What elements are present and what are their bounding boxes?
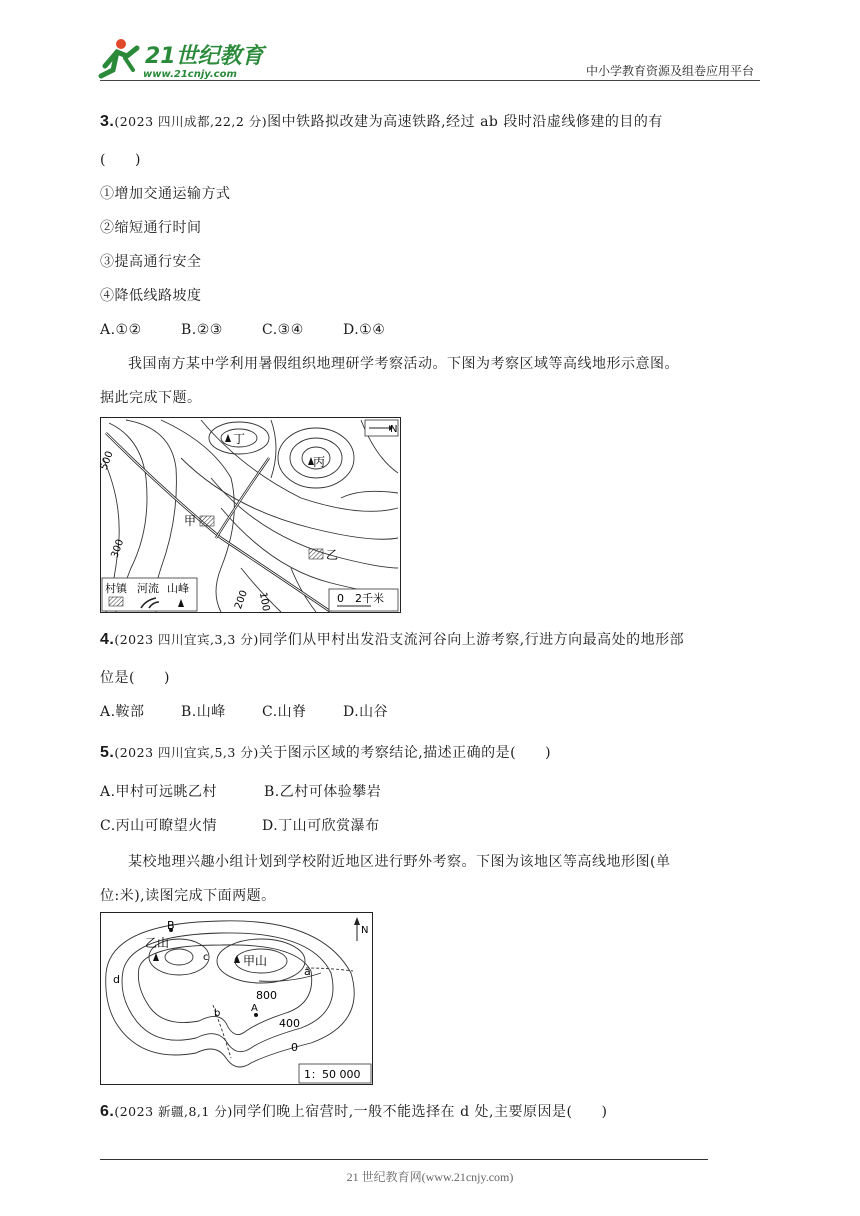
q3-source: (2023 四川成都,22,2 分) bbox=[114, 114, 268, 129]
north-label-1: N bbox=[390, 424, 398, 435]
header-platform-text: 中小学教育资源及组卷应用平台 bbox=[585, 64, 754, 78]
contour-800: 800 bbox=[256, 989, 277, 1002]
label-ding: 丁 bbox=[233, 432, 246, 446]
label-jia: 甲 bbox=[184, 514, 197, 528]
logo-url: www.21cnjy.com bbox=[143, 69, 237, 80]
q3-stem bbox=[100, 112, 663, 132]
q5-number: 5. bbox=[100, 744, 115, 761]
scale-2: 1：50 000 bbox=[304, 1068, 361, 1081]
intro1-line2: 据此完成下题。 bbox=[100, 390, 202, 406]
label-yi: 乙 bbox=[326, 548, 339, 562]
q3-option-c: C.③④ bbox=[262, 322, 304, 338]
q3-item-3: ③提高通行安全 bbox=[100, 254, 202, 270]
label-bing: 丙 bbox=[313, 455, 326, 469]
q6-stem-text: 同学们晚上宿营时,一般不能选择在 d 处,主要原因是( ) bbox=[232, 1104, 608, 1120]
q4-option-c: C.山脊 bbox=[262, 704, 307, 720]
contour-300: 300 bbox=[109, 537, 127, 560]
q4-number: 4. bbox=[100, 631, 115, 648]
q3-option-b: B.②③ bbox=[181, 322, 223, 338]
q5-option-c: C.丙山可瞭望火情 bbox=[100, 818, 218, 834]
q5-source: (2023 四川宜宾,5,3 分) bbox=[114, 745, 259, 760]
legend-village: 村镇 bbox=[105, 582, 127, 595]
header-divider bbox=[100, 80, 760, 81]
legend-village-icon bbox=[109, 597, 123, 606]
contour-map-1 bbox=[100, 417, 401, 613]
q5-option-d: D.丁山可欣赏瀑布 bbox=[262, 818, 380, 834]
contour-500: 500 bbox=[98, 449, 116, 472]
intro2-line2: 位:米),读图完成下面两题。 bbox=[100, 888, 276, 904]
q3-option-a: A.①② bbox=[100, 322, 142, 338]
footer-text: 21 世纪教育网(www.21cnjy.com) bbox=[346, 1170, 514, 1184]
intro2-line1: 某校地理兴趣小组计划到学校附近地区进行野外考察。下图为该地区等高线地形图(单 bbox=[128, 854, 671, 870]
village-yi-icon bbox=[309, 549, 323, 559]
q5-stem bbox=[100, 743, 551, 763]
label-a: a bbox=[304, 965, 311, 978]
q3-number: 3. bbox=[100, 113, 115, 130]
q3-item-1: ①增加交通运输方式 bbox=[100, 186, 231, 202]
peak-ding-icon bbox=[225, 434, 231, 442]
q6-source: (2023 新疆,8,1 分) bbox=[114, 1104, 233, 1119]
q6-stem bbox=[100, 1102, 607, 1122]
label-A: A bbox=[251, 1003, 258, 1014]
q4-option-b: B.山峰 bbox=[181, 704, 226, 720]
contour-map-2 bbox=[100, 912, 373, 1085]
q4-source: (2023 四川宜宾,3,3 分) bbox=[114, 632, 259, 647]
logo-text: 21世纪教育 bbox=[145, 44, 264, 69]
q3-option-d: D.①④ bbox=[343, 322, 386, 338]
contour-200: 200 bbox=[233, 588, 250, 611]
label-d: d bbox=[113, 973, 120, 986]
footer-divider bbox=[100, 1159, 708, 1160]
legend-river: 河流 bbox=[137, 582, 159, 595]
q4-stem-2: 位是( ) bbox=[100, 670, 170, 686]
q4-option-d: D.山谷 bbox=[343, 704, 389, 720]
contour-100: 100 bbox=[256, 591, 272, 613]
q3-item-2: ②缩短通行时间 bbox=[100, 220, 202, 236]
q4-stem bbox=[100, 630, 684, 650]
label-b: b bbox=[214, 1008, 221, 1019]
label-c: c bbox=[203, 952, 209, 963]
label-jiashan: 甲山 bbox=[243, 954, 268, 968]
legend-peak: 山峰 bbox=[167, 582, 189, 595]
q5-option-b: B.乙村可体验攀岩 bbox=[264, 784, 382, 800]
label-yishan: 乙山 bbox=[145, 936, 170, 950]
q3-paren: ( ) bbox=[100, 152, 141, 168]
q4-option-a: A.鞍部 bbox=[100, 704, 145, 720]
q3-stem-text: 图中铁路拟改建为高速铁路,经过 ab 段时沿虚线修建的目的有 bbox=[267, 114, 663, 130]
q5-stem-text: 关于图示区域的考察结论,描述正确的是( ) bbox=[258, 745, 552, 761]
label-B: B bbox=[167, 919, 175, 932]
north-label-2: N bbox=[361, 925, 369, 936]
q5-option-a: A.甲村可远眺乙村 bbox=[100, 784, 218, 800]
intro1-line1: 我国南方某中学利用暑假组织地理研学考察活动。下图为考察区域等高线地形示意图。 bbox=[128, 356, 679, 372]
q4-stem-text: 同学们从甲村出发沿支流河谷向上游考察,行进方向最高处的地形部 bbox=[258, 632, 685, 648]
q6-number: 6. bbox=[100, 1103, 115, 1120]
logo-runner-icon bbox=[95, 36, 265, 80]
logo bbox=[95, 36, 265, 80]
scale-1: 0 2千米 bbox=[337, 592, 384, 605]
contour-400: 400 bbox=[279, 1017, 300, 1030]
contour-0: 0 bbox=[291, 1041, 298, 1054]
village-jia-icon bbox=[200, 516, 214, 526]
q3-item-4: ④降低线路坡度 bbox=[100, 288, 202, 304]
